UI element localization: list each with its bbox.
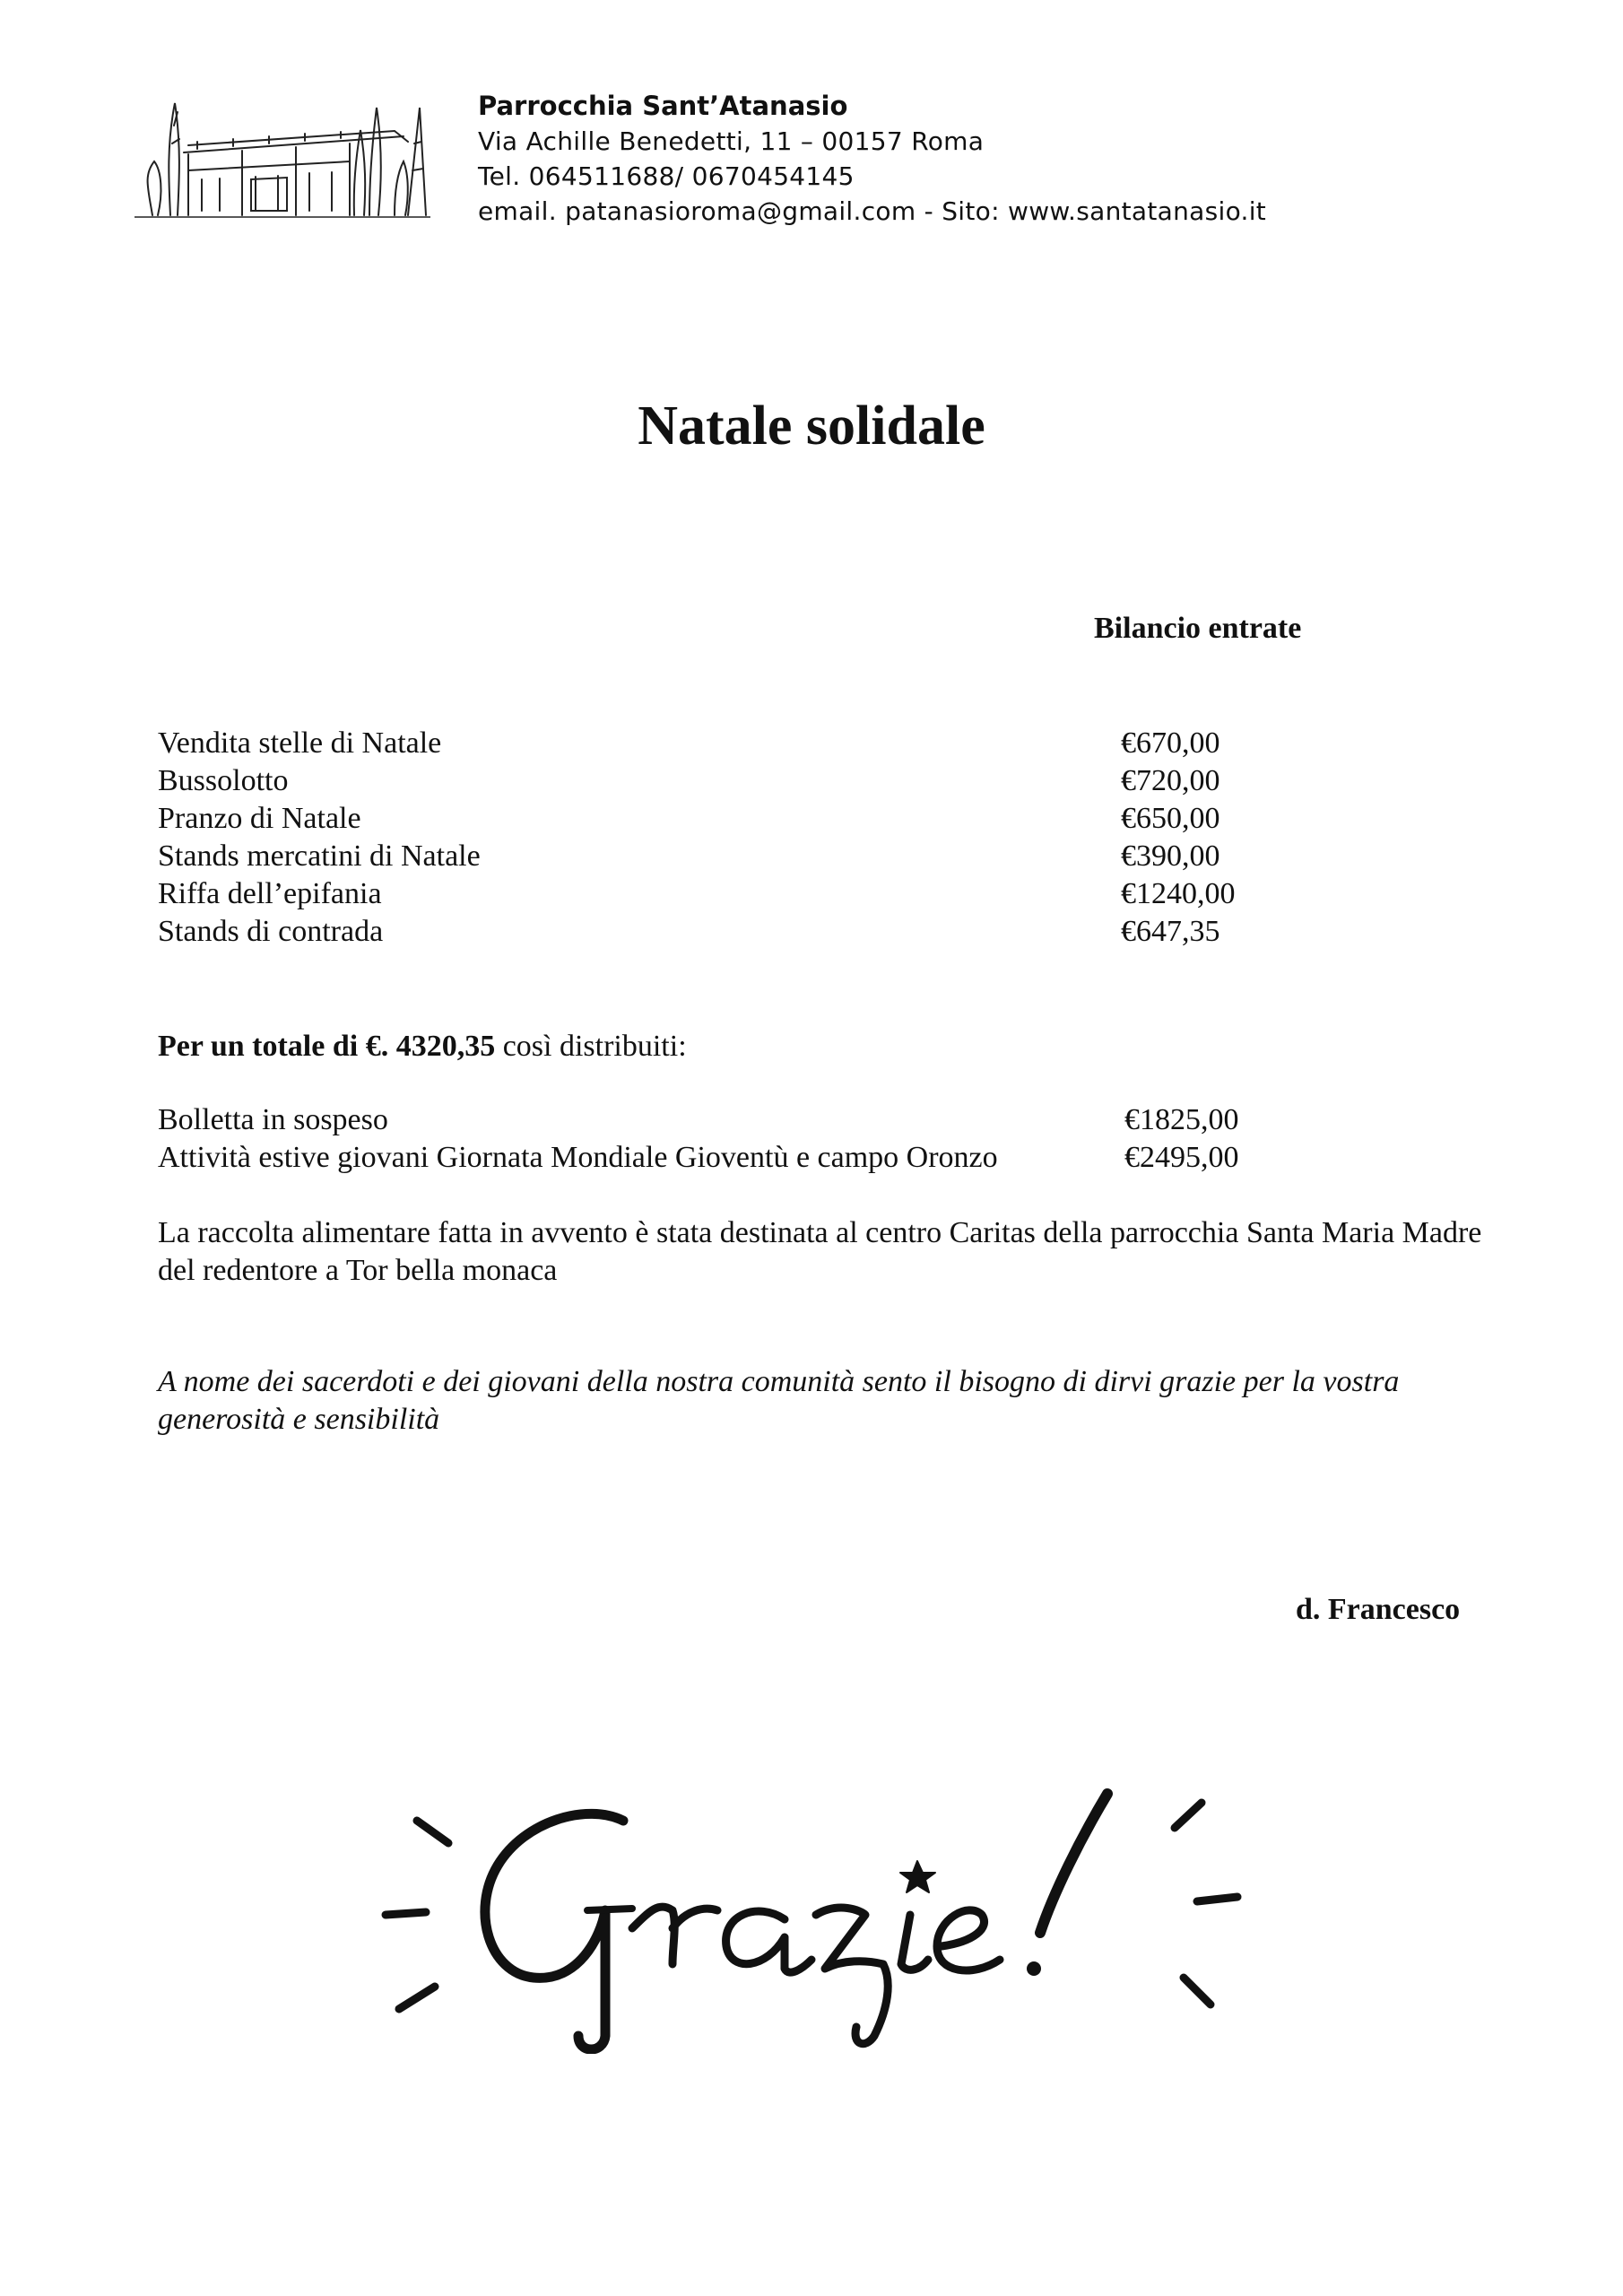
income-label: Stands mercatini di Natale [158,839,481,873]
income-row [158,913,1503,951]
income-label: Riffa dell’epifania [158,877,382,910]
parish-contacts: email. patanasioroma@gmail.com - Sito: www.santatanasio.it [478,196,1267,226]
income-label: Vendita stelle di Natale [158,726,442,760]
total-line [158,1030,687,1064]
distribution-row [158,1101,1503,1139]
food-collection-note: La raccolta alimentare fatta in avvento è stata destinata al centro Caritas della parrocchia Santa Maria Madre del redentore a Tor bella monaca [158,1216,1482,1287]
income-list [158,725,1503,951]
signature: d. Francesco [1296,1593,1461,1626]
income-amount: €670,00 [1121,726,1220,760]
parish-phone: Tel. 064511688/ 0670454145 [478,161,855,191]
income-amount: €720,00 [1121,764,1220,797]
parish-name: Parrocchia Sant’Atanasio [478,91,848,121]
distribution-label: Bolletta in sospeso [158,1103,388,1136]
distribution-row [158,1139,1503,1177]
income-amount: €650,00 [1121,802,1220,835]
distribution-amount: €2495,00 [1124,1141,1239,1174]
thanks-message: A nome dei sacerdoti e dei giovani della nostra comunità sento il bisogno di dirvi grazie per la vostra generosità e sensibilità [158,1365,1400,1436]
distribution-list [158,1101,1503,1177]
grazie-illustration [363,1767,1260,2054]
income-amount: €390,00 [1121,839,1220,873]
income-row [158,838,1503,875]
income-row [158,800,1503,838]
distribution-amount: €1825,00 [1124,1103,1239,1136]
total-amount: Per un totale di €. 4320,35 [158,1030,496,1063]
document-title: Natale solidale [638,396,985,457]
parish-address: Via Achille Benedetti, 11 – 00157 Roma [478,126,985,156]
parish-logo [135,90,430,224]
income-row [158,725,1503,762]
income-label: Stands di contrada [158,915,384,948]
income-row [158,762,1503,800]
income-label: Pranzo di Natale [158,802,361,835]
section-subtitle: Bilancio entrate [1094,612,1302,645]
income-amount: €1240,00 [1121,877,1236,910]
total-suffix: così distribuiti: [495,1030,687,1063]
parish-header [478,88,1266,229]
income-row [158,875,1503,913]
distribution-label: Attività estive giovani Giornata Mondiale Gioventù e campo Oronzo [158,1141,998,1174]
income-label: Bussolotto [158,764,289,797]
income-amount: €647,35 [1121,915,1220,948]
